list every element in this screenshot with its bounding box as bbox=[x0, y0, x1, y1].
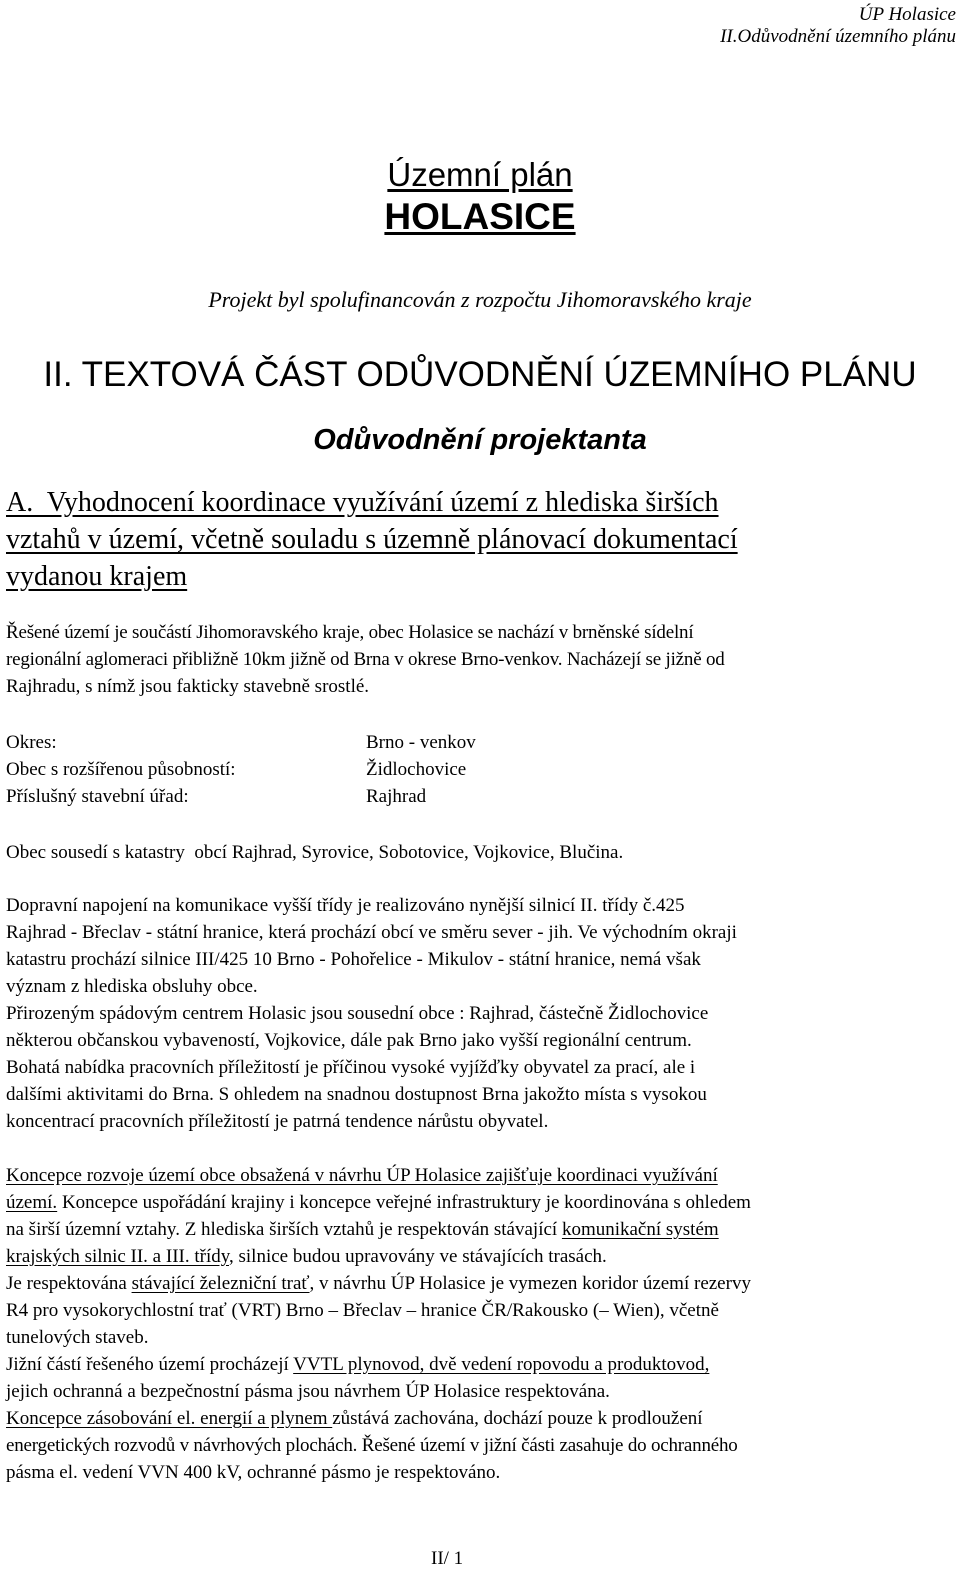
header-project-name: ÚP Holasice bbox=[858, 4, 956, 25]
transport-line-2: Rajhrad - Břeclav - státní hranice, která prochází obcí ve směru sever - jih. Ve východním okraji bbox=[6, 922, 737, 943]
subtitle: Odůvodnění projektanta bbox=[313, 424, 647, 456]
concept-line-10: Koncepce zásobování el. energií a plynem zůstává zachována, dochází pouze k prodloužení bbox=[6, 1408, 703, 1429]
transport-line-5: Přirozeným spádovým centrem Holasic jsou sousední obce : Rajhrad, částečně Židlochovice bbox=[6, 1003, 709, 1024]
intro-line-3: Rajhradu, s nímž jsou fakticky stavebně srostlé. bbox=[6, 676, 370, 697]
header-document-part: II.Odůvodnění územního plánu bbox=[720, 26, 956, 47]
concept-line-4: krajských silnic II. a III. třídy, silnice budou upravovány ve stávajících trasách. bbox=[6, 1246, 607, 1267]
concept-line-8: Jižní částí řešeného území procházejí VVTL plynovod, dvě vedení ropovodu a produktovod, bbox=[6, 1354, 710, 1375]
concept-line-9: jejich ochranná a bezpečnostní pásma jsou návrhem ÚP Holasice respektována. bbox=[6, 1381, 610, 1402]
concept-line-1: Koncepce rozvoje území obce obsažená v návrhu ÚP Holasice zajišťuje koordinaci využívání bbox=[6, 1165, 718, 1186]
neighbors-line: Obec sousedí s katastry obcí Rajhrad, Syrovice, Sobotovice, Vojkovice, Blučina. bbox=[6, 842, 624, 863]
section-a-heading-line-2: vztahů v území, včetně souladu s územně plánovací dokumentací bbox=[6, 524, 738, 555]
section-a-heading-line-1: A. Vyhodnocení koordinace využívání území z hlediska širších bbox=[6, 487, 719, 518]
intro-line-1: Řešené území je součástí Jihomoravského kraje, obec Holasice se nachází v brněnské sídelní bbox=[6, 622, 694, 643]
concept-line-12: pásma el. vedení VVN 400 kV, ochranné pásmo je respektováno. bbox=[6, 1462, 501, 1483]
concept-line-6: R4 pro vysokorychlostní trať (VRT) Brno – Břeclav – hranice ČR/Rakousko (– Wien), včetně bbox=[6, 1300, 719, 1321]
concept-line-2: území. Koncepce uspořádání krajiny i koncepce veřejné infrastruktury je koordinována s ohledem bbox=[6, 1192, 751, 1213]
part-title: II. TEXTOVÁ ČÁST ODŮVODNĚNÍ ÚZEMNÍHO PLÁNU bbox=[43, 355, 917, 394]
concept-line-11: energetických rozvodů v návrhových plochách. Řešené území v jižní části zasahuje do ochranného bbox=[6, 1435, 738, 1456]
concept-line-7: tunelových staveb. bbox=[6, 1327, 149, 1348]
transport-line-6: některou občanskou vybaveností, Vojkovice, dále pak Brno jako vyšší regionální centrum. bbox=[6, 1030, 692, 1051]
concept-line-5: Je respektována stávající železniční trať, v návrhu ÚP Holasice je vymezen koridor území rezervy bbox=[6, 1273, 751, 1294]
transport-line-9: koncentrací pracovních příležitostí je patrná tendence nárůstu obyvatel. bbox=[6, 1111, 549, 1132]
page-number: II/ 1 bbox=[431, 1548, 464, 1569]
intro-line-2: regionální aglomeraci přibližně 10km jižně od Brna v okrese Brno-venkov. Nacházejí se jižně od bbox=[6, 649, 725, 670]
transport-line-7: Bohatá nabídka pracovních příležitostí je příčinou vysoké vyjížďky obyvatel za prací, ale i bbox=[6, 1057, 696, 1078]
transport-line-8: dalšími aktivitami do Brna. S ohledem na snadnou dostupnost Brna jakožto místa s vysokou bbox=[6, 1084, 707, 1105]
concept-line-3: na širší územní vztahy. Z hlediska širších vztahů je respektován stávající komunikační systém bbox=[6, 1219, 719, 1240]
section-a-heading-line-3: vydanou krajem bbox=[6, 561, 188, 592]
admin-label-municipality: Obec s rozšířenou působností: bbox=[6, 759, 236, 780]
admin-label-building-office: Příslušný stavební úřad: bbox=[6, 786, 189, 807]
transport-line-1: Dopravní napojení na komunikace vyšší třídy je realizováno nynější silnicí II. třídy č.425 bbox=[6, 895, 685, 916]
admin-value-building-office: Rajhrad bbox=[366, 786, 427, 807]
transport-line-4: význam z hlediska obsluhy obce. bbox=[6, 976, 258, 997]
transport-line-3: katastru prochází silnice III/425 10 Brno - Pohořelice - Mikulov - státní hranice, nemá však bbox=[6, 949, 701, 970]
admin-value-district: Brno - venkov bbox=[366, 732, 476, 753]
admin-value-municipality: Židlochovice bbox=[366, 759, 467, 780]
title-line-2: HOLASICE bbox=[384, 196, 576, 237]
title-line-1: Územní plán bbox=[387, 156, 573, 193]
admin-label-district: Okres: bbox=[6, 732, 57, 753]
cofinance-note: Projekt byl spolufinancován z rozpočtu Jihomoravského kraje bbox=[208, 287, 752, 312]
